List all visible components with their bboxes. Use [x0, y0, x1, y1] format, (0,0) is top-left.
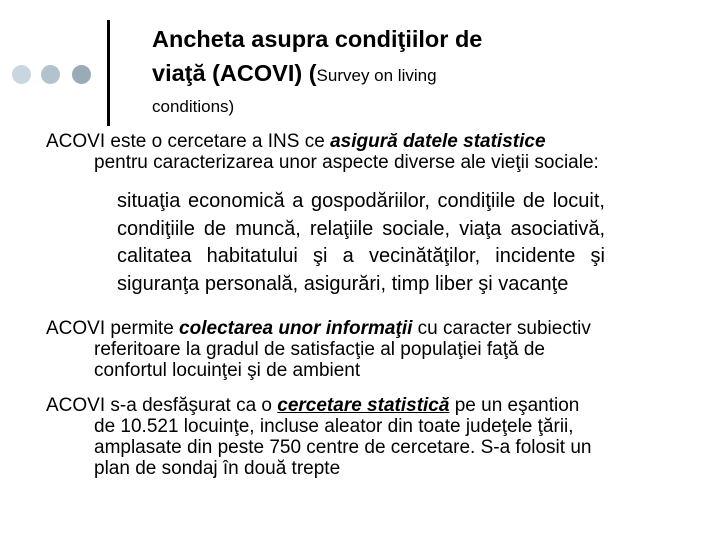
- text-continuation: amplasate din peste 750 centre de cercetare. S-a folosit un: [94, 437, 592, 458]
- text-segment: cu caracter subiectiv: [412, 318, 591, 339]
- title-acronym: viaţă (ACOVI) (: [152, 60, 317, 86]
- text-segment: ACOVI s-a desfăşurat ca o: [46, 395, 278, 416]
- emphasis-text: colectarea unor informaţii: [179, 318, 413, 339]
- slide-title: [152, 22, 672, 121]
- text-continuation: de 10.521 locuinţe, incluse aleator din toate judeţele ţării,: [94, 416, 574, 437]
- decorative-dot-light: [12, 65, 31, 84]
- text-continuation: pentru caracterizarea unor aspecte diverse ale vieţii sociale:: [94, 152, 599, 173]
- title-line-2: [152, 56, 672, 93]
- title-divider-line: [107, 20, 110, 126]
- decorative-dot-medium: [41, 65, 60, 84]
- text-segment: pe un eşantion: [449, 395, 580, 416]
- decorative-dot-dark: [72, 65, 91, 84]
- text-continuation: confortul locuinţei şi de ambient: [94, 360, 361, 381]
- emphasis-text: cercetare statistică: [277, 395, 450, 416]
- paragraph-topics-list: situaţia economică a gospodăriilor, condiţiile de locuit, condiţiile de muncă, relaţiile sociale, viaţa asociativă, calitatea habitatului şi a vecinătăţilor, incidente şi siguranţa personală, asigurări, timp liber şi vacanţe: [117, 190, 605, 295]
- paragraph-subjective-info: [46, 318, 696, 381]
- paragraph-acovi-definition: [46, 131, 696, 173]
- emphasis-text: asigură datele statistice: [330, 131, 546, 152]
- text-continuation: referitoare la gradul de satisfacţie al populaţiei faţă de: [94, 339, 545, 360]
- text-segment: ACOVI este o cercetare a INS ce: [46, 131, 331, 152]
- text-continuation: plan de sondaj în două trepte: [94, 458, 341, 479]
- title-english: Survey on living: [316, 66, 437, 85]
- title-line-3: conditions): [152, 97, 235, 116]
- paragraph-sampling: [46, 395, 696, 479]
- title-line-1: Ancheta asupra condiţiilor de: [152, 26, 483, 52]
- text-segment: ACOVI permite: [46, 318, 180, 339]
